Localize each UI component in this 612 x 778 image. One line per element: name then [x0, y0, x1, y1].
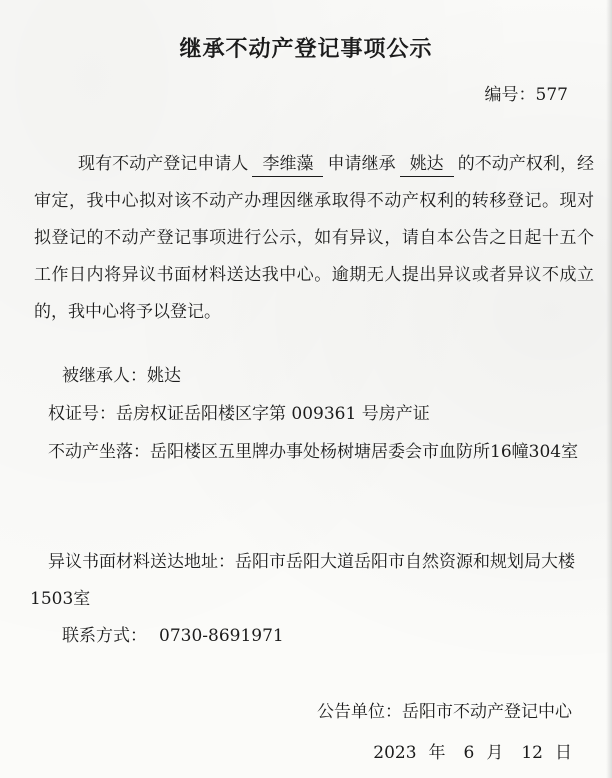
location-label: 不动产坐落： — [48, 442, 150, 462]
date-month: 6 — [463, 743, 475, 763]
objection-address-value: 岳阳市岳阳大道岳阳市自然资源和规划局大楼1503室 — [30, 552, 575, 609]
objection-address-label: 异议书面材料送达地址： — [48, 552, 235, 572]
serial-label: 编号： — [484, 85, 536, 105]
page-edge-shadow — [606, 0, 612, 778]
issue-date — [373, 735, 572, 772]
notice-paragraph — [34, 146, 594, 331]
date-day-unit: 日 — [555, 743, 572, 763]
issuing-unit-label: 公告单位： — [317, 702, 402, 722]
heir-value: 姚达 — [147, 366, 181, 386]
location-field — [30, 434, 590, 471]
heir-field — [62, 358, 181, 395]
date-year-unit: 年 — [428, 743, 446, 763]
location-value: 岳阳楼区五里牌办事处杨树塘居委会市血防所16幢304室 — [150, 442, 579, 462]
notice-part1: 现有不动产登记申请人 — [78, 154, 249, 174]
notice-part3: 的不动产权利，经审定，我中心拟对该不动产办理因继承取得不动产权利的转移登记。现对拟登记的不动产登记事项进行公示，如有异议，请自本公告之日起十五个工作日内将异议书面材料送达我中心。逾期无人提出异议或者异议不成立的，我中心将予以登记。 — [34, 154, 595, 322]
contact-label: 联系方式： — [62, 626, 147, 646]
date-year: 2023 — [373, 743, 417, 763]
date-day: 12 — [521, 743, 543, 763]
certificate-label: 权证号： — [48, 404, 116, 424]
decedent-name: 姚达 — [400, 152, 454, 177]
certificate-field — [48, 396, 430, 433]
issuing-unit-value: 岳阳市不动产登记中心 — [402, 702, 572, 722]
date-month-unit: 月 — [486, 743, 504, 763]
contact-value: 0730-8691971 — [159, 626, 284, 646]
certificate-value: 岳房权证岳阳楼区字第 009361 号房产证 — [116, 404, 430, 424]
issuing-unit — [317, 694, 572, 731]
heir-label: 被继承人： — [62, 366, 147, 386]
serial-number — [485, 80, 568, 105]
document-title: 继承不动产登记事项公示 — [179, 37, 433, 62]
notice-part2: 申请继承 — [327, 154, 396, 174]
serial-value: 577 — [535, 85, 568, 105]
objection-address-field — [30, 544, 594, 618]
applicant-name: 李维藻 — [252, 152, 323, 177]
contact-field — [62, 618, 284, 655]
